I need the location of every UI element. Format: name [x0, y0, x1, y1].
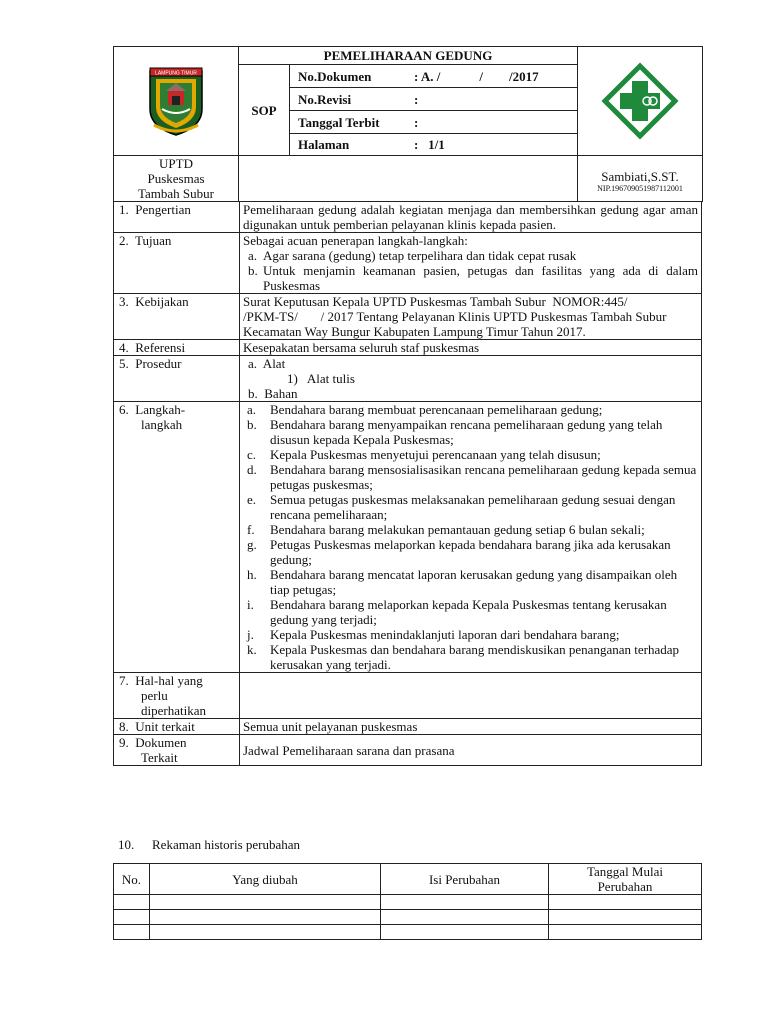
history-col — [549, 864, 702, 895]
emblem-text: LAMPUNG TIMUR — [155, 70, 197, 77]
section-title: Pengertian — [135, 202, 191, 217]
sop-header-table — [113, 46, 703, 202]
table-cell — [549, 910, 702, 925]
table-cell — [114, 910, 150, 925]
history-col-line: Tanggal Mulai — [587, 864, 663, 879]
table-cell — [114, 925, 150, 940]
section-title: Referensi — [135, 340, 186, 355]
step-text: Kepala Puskesmas dan bendahara barang mendiskusikan penanganan terhadap kerusakan yang terjadi. — [270, 642, 679, 672]
field-sep: : — [414, 137, 419, 152]
step-text: Semua petugas puskesmas melaksanakan pemeliharaan gedung sesuai dengan rencana pemeliharaan; — [270, 492, 676, 522]
table-row — [114, 895, 702, 910]
field-sep: : — [414, 68, 419, 84]
step-text: Bendahara barang mencatat laporan kerusakan gedung yang disampaikan oleh tiap petugas; — [270, 567, 678, 597]
section-title-cont: perlu — [141, 688, 168, 703]
step-marker: h. — [247, 567, 257, 582]
section-number: 8. — [119, 719, 129, 734]
steps-list — [243, 402, 698, 672]
section-label — [114, 673, 240, 719]
section-intro: Sebagai acuan penerapan langkah-langkah: — [243, 233, 468, 248]
step-text: Kepala Puskesmas menyetujui perencanaan yang telah disusun; — [270, 447, 601, 462]
history-header-row — [114, 864, 702, 895]
field-no-dokumen — [290, 65, 578, 88]
table-cell — [549, 895, 702, 910]
section-title: Tujuan — [135, 233, 172, 248]
step-item — [243, 537, 698, 567]
history-title: Rekaman historis perubahan — [152, 837, 301, 852]
history-heading — [118, 837, 300, 853]
section-title: Langkah- — [135, 402, 186, 417]
table-cell — [150, 895, 381, 910]
field-value: A. / / /2017 — [420, 68, 539, 84]
section-number: 3. — [119, 294, 129, 309]
document-title: PEMELIHARAAN GEDUNG — [239, 47, 578, 65]
field-halaman — [290, 134, 578, 156]
field-value: 1/1 — [428, 137, 445, 152]
section-hal-hal — [114, 673, 702, 719]
section-label — [114, 402, 240, 673]
section-number: 9. — [119, 735, 129, 750]
field-tanggal-terbit — [290, 111, 578, 134]
history-table-wrap — [113, 863, 702, 940]
section-title-cont: diperhatikan — [141, 703, 206, 718]
list-text: Agar sarana (gedung) tetap terpelihara dan tidak cepat rusak — [263, 248, 577, 263]
section-dokumen-terkait — [114, 735, 702, 766]
section-tujuan — [114, 233, 702, 294]
section-title: Dokumen — [135, 735, 187, 750]
table-cell — [114, 895, 150, 910]
step-marker: e. — [247, 492, 257, 507]
step-text: Bendahara barang mensosialisasikan rencana pemeliharaan gedung kepada semua petugas puskesmas; — [270, 462, 697, 492]
list-text: Untuk menjamin keamanan pasien, petugas dan fasilitas yang ada di dalam Puskesmas — [263, 263, 698, 293]
step-text: Bendahara barang melakukan pemantauan gedung setiap 6 bulan sekali; — [270, 522, 645, 537]
section-text: Surat Keputusan Kepala UPTD Puskesmas Tambah Subur NOMOR:445/ /PKM-TS/ / 2017 Tentang Pelayanan Klinis UPTD Puskesmas Tambah Subur Kecamatan Way Bungur Kabupaten Lampung Timur Tahun 2017. — [240, 294, 702, 340]
field-label: No.Revisi — [298, 91, 352, 107]
section-referensi — [114, 340, 702, 356]
step-text: Kepala Puskesmas menindaklanjuti laporan dari bendahara barang; — [270, 627, 620, 642]
section-number: 2. — [119, 233, 129, 248]
step-item — [243, 417, 698, 447]
left-logo-cell — [114, 47, 239, 156]
section-content — [240, 233, 702, 294]
step-item — [243, 492, 698, 522]
field-label: No.Dokumen — [298, 68, 372, 84]
sop-document — [113, 46, 702, 766]
sop-body-table — [113, 201, 702, 766]
step-marker: j. — [247, 627, 254, 642]
section-text: Jadwal Pemeliharaan sarana dan prasana — [240, 735, 702, 766]
table-row — [114, 925, 702, 940]
section-number: 4. — [119, 340, 129, 355]
section-label — [114, 340, 240, 356]
step-item — [243, 522, 698, 537]
table-cell — [549, 925, 702, 940]
step-marker: i. — [247, 597, 254, 612]
list-item — [243, 263, 698, 293]
step-text: Bendahara barang melaporkan kepada Kepala Puskesmas tentang kerusakan gedung yang terjadi; — [270, 597, 667, 627]
section-text: Pemeliharaan gedung adalah kegiatan menjaga dan membersihkan gedung agar aman digunakan untuk pemberian pelayanan klinis kepada pasien. — [240, 202, 702, 233]
section-number: 1. — [119, 202, 129, 217]
section-langkah — [114, 402, 702, 673]
step-text: Bendahara barang menyampaikan rencana pemeliharaan gedung yang telah disusun kepada Kepala Puskesmas; — [270, 417, 663, 447]
table-cell — [381, 895, 549, 910]
step-marker: c. — [247, 447, 257, 462]
section-label — [114, 719, 240, 735]
section-text: Kesepakatan bersama seluruh staf puskesmas — [240, 340, 702, 356]
field-label: Tanggal Terbit — [298, 114, 380, 130]
section-label — [114, 356, 240, 402]
blank-cell — [239, 156, 578, 202]
table-row — [114, 910, 702, 925]
step-item — [243, 402, 698, 417]
step-marker: a. — [247, 402, 257, 417]
section-kebijakan — [114, 294, 702, 340]
step-text: Bendahara barang membuat perencanaan pemeliharaan gedung; — [270, 402, 603, 417]
step-marker: k. — [247, 642, 257, 657]
section-text — [240, 673, 702, 719]
field-no-revisi — [290, 88, 578, 111]
list-item — [243, 248, 698, 263]
section-text: Semua unit pelayanan puskesmas — [240, 719, 702, 735]
section-prosedur — [114, 356, 702, 402]
step-marker: g. — [247, 537, 257, 552]
section-label — [114, 233, 240, 294]
step-item — [243, 447, 698, 462]
section-label — [114, 294, 240, 340]
org-name — [114, 156, 239, 202]
table-cell — [381, 910, 549, 925]
regency-emblem-icon — [146, 65, 206, 137]
org-line: Puskesmas — [147, 171, 205, 186]
section-number: 7. — [119, 673, 129, 688]
signer-nip: NIP.196709051987112001 — [597, 184, 683, 193]
section-content — [240, 402, 702, 673]
history-col: Isi Perubahan — [381, 864, 549, 895]
field-sep: : — [414, 91, 419, 107]
field-sep: : — [414, 114, 419, 130]
step-item — [243, 462, 698, 492]
signer — [578, 156, 703, 202]
org-line: UPTD — [159, 156, 193, 171]
section-title: Prosedur — [135, 356, 182, 371]
list-marker: a. — [248, 248, 258, 263]
step-marker: b. — [247, 417, 257, 432]
right-logo-cell — [578, 47, 703, 156]
prosedur-alat-tulis: 1) Alat tulis — [287, 371, 355, 386]
section-title: Unit terkait — [135, 719, 195, 734]
history-col-line: Perubahan — [597, 879, 653, 894]
history-col: No. — [114, 864, 150, 895]
section-title-cont: langkah — [141, 417, 183, 432]
signer-name: Sambiati,S.ST. — [601, 169, 679, 184]
step-item — [243, 567, 698, 597]
section-title: Kebijakan — [135, 294, 189, 309]
step-item — [243, 627, 698, 642]
section-pengertian — [114, 202, 702, 233]
history-col: Yang diubah — [150, 864, 381, 895]
section-title-cont: Terkait — [141, 750, 178, 765]
field-label: Halaman — [298, 137, 350, 152]
prosedur-alat: a. Alat — [248, 356, 286, 371]
history-number: 10. — [118, 837, 135, 852]
prosedur-bahan: b. Bahan — [248, 386, 298, 401]
step-marker: d. — [247, 462, 257, 477]
table-cell — [381, 925, 549, 940]
list-marker: b. — [248, 263, 258, 278]
section-unit-terkait — [114, 719, 702, 735]
org-line: Tambah Subur — [138, 186, 214, 201]
step-marker: f. — [247, 522, 255, 537]
step-item — [243, 597, 698, 627]
table-cell — [150, 925, 381, 940]
sop-label: SOP — [239, 65, 290, 156]
section-label — [114, 735, 240, 766]
step-item — [243, 642, 698, 672]
step-text: Petugas Puskesmas melaporkan kepada bendahara barang jika ada kerusakan gedung; — [270, 537, 671, 567]
section-title: Hal-hal yang — [135, 673, 203, 688]
section-number: 6. — [119, 402, 129, 417]
section-number: 5. — [119, 356, 129, 371]
section-content — [240, 356, 702, 402]
table-cell — [150, 910, 381, 925]
history-table — [113, 863, 702, 940]
section-label — [114, 202, 240, 233]
puskesmas-cross-icon — [601, 62, 679, 140]
